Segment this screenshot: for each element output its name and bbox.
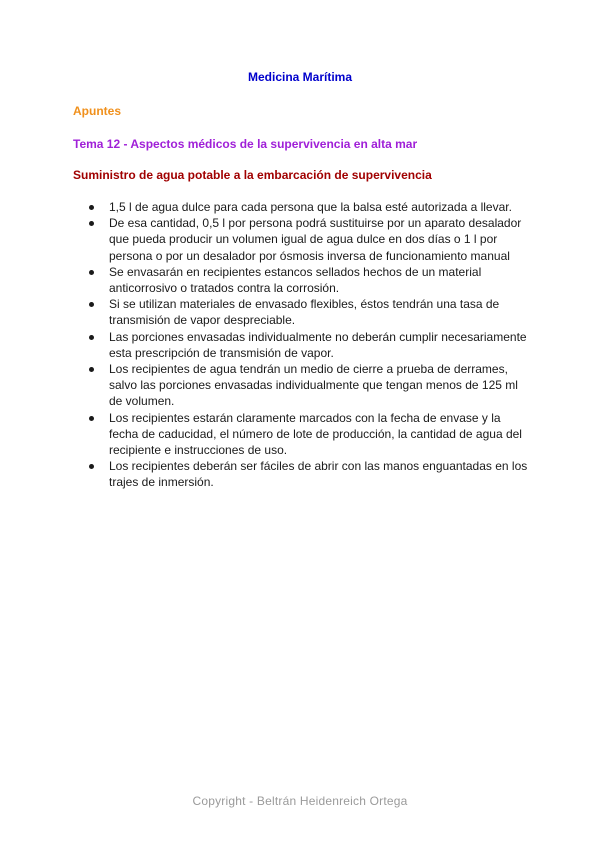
list-item bbox=[73, 199, 533, 215]
section-label: Apuntes bbox=[73, 104, 121, 118]
list-item-text: Se envasarán en recipientes estancos sellados hechos de un material anticorrosivo o tratados contra la corrosión. bbox=[109, 264, 482, 296]
copyright-footer: Copyright - Beltrán Heidenreich Ortega bbox=[192, 794, 408, 808]
bullet-icon bbox=[89, 221, 94, 226]
list-item bbox=[73, 361, 533, 410]
list-item-text: Si se utilizan materiales de envasado flexibles, éstos tendrán una tasa de transmisión de vapor despreciable. bbox=[109, 297, 500, 328]
bullet-icon bbox=[89, 464, 94, 469]
list-item bbox=[73, 329, 533, 361]
list-item-text: De esa cantidad, 0,5 l por persona podrá sustituirse por un aparato desalador que pueda producir un volumen igual de agua dulce en dos días o 1 l por persona o por un desalador por ósmosis inversa de funcionamiento manual bbox=[109, 216, 522, 263]
topic-heading: Tema 12 - Aspectos médicos de la supervivencia en alta mar bbox=[73, 137, 418, 151]
list-item bbox=[73, 296, 533, 328]
bullet-icon bbox=[89, 367, 94, 372]
list-item-text: Los recipientes estarán claramente marcados con la fecha de envase y la fecha de caducidad, el número de lote de producción, la cantidad de agua del recipiente e instrucciones de uso. bbox=[109, 410, 522, 458]
list-item bbox=[73, 264, 533, 296]
list-item-text: Los recipientes deberán ser fáciles de abrir con las manos enguantadas en los trajes de inmersión. bbox=[109, 459, 528, 490]
bullet-icon bbox=[89, 205, 94, 210]
bullet-icon bbox=[89, 335, 94, 340]
bullet-icon bbox=[89, 416, 94, 421]
list-item bbox=[73, 410, 533, 459]
list-item bbox=[73, 215, 533, 264]
list-item-text: Las porciones envasadas individualmente no deberán cumplir necesariamente esta prescripción de transmisión de vapor. bbox=[109, 329, 527, 360]
bullet-list bbox=[73, 199, 533, 491]
list-item-text: Los recipientes de agua tendrán un medio de cierre a prueba de derrames, salvo las porciones envasadas individualmente que tengan menos de 125 ml de volumen. bbox=[109, 362, 518, 409]
bullet-icon bbox=[89, 270, 94, 275]
subtopic-heading: Suministro de agua potable a la embarcación de supervivencia bbox=[73, 168, 432, 182]
document-title: Medicina Marítima bbox=[247, 70, 353, 84]
list-item bbox=[73, 458, 533, 490]
list-item-text: 1,5 l de agua dulce para cada persona que la balsa esté autorizada a llevar. bbox=[109, 200, 512, 214]
bullet-icon bbox=[89, 302, 94, 307]
